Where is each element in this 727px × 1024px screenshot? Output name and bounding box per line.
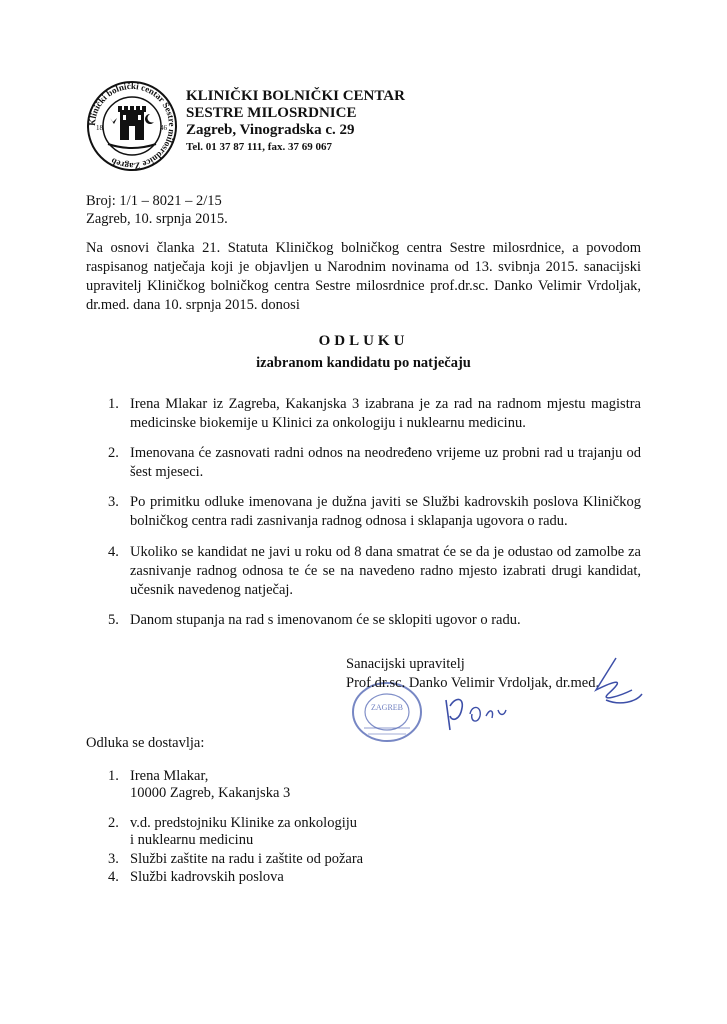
item-text: Danom stupanja na rad s imenovanom će se sklopiti ugovor o radu. [130, 612, 521, 628]
org-name-2: SESTRE MILOSRDNICE [186, 105, 357, 121]
item-number: 3. [108, 494, 119, 510]
recipient-line: Službi kadrovskih poslova [130, 869, 284, 885]
signatory-name: Prof.dr.sc. Danko Velimir Vrdoljak, dr.med. [346, 675, 600, 691]
seal-text: Klinički bolnički centar Sestre milosrdnice Zagreb [86, 80, 178, 172]
item-number: 4. [108, 544, 119, 560]
reference-number: Broj: 1/1 – 8021 – 2/15 [86, 193, 222, 209]
item-number: 2. [108, 815, 119, 831]
recipient-line: Službi zaštite na radu i zaštite od požara [130, 851, 364, 867]
org-address: Zagreb, Vinogradska c. 29 [186, 122, 355, 138]
distribution-heading: Odluka se dostavlja: [86, 735, 205, 751]
recipient-line: i nuklearnu medicinu [130, 832, 254, 848]
item-text [130, 815, 430, 849]
signatory-role: Sanacijski upravitelj [346, 656, 465, 672]
org-name: KLINIČKI BOLNIČKI CENTAR [186, 88, 405, 104]
handwritten-signature [420, 650, 650, 740]
item-text: Po primitku odluke imenovana je dužna javiti se Službi kadrovskih poslova Kliničkog bolničkog centra radi zasnivanja radnog odnosa i sklapanja ugovora o radu. [130, 494, 641, 529]
decision-subtitle: izabranom kandidatu po natječaju [256, 355, 471, 371]
decision-title: ODLUKU [318, 333, 409, 349]
org-contact: Tel. 01 37 87 111, fax. 37 69 067 [186, 141, 332, 153]
stamp-text: ZAGREB [371, 703, 403, 712]
item-number: 1. [108, 396, 119, 412]
item-number: 2. [108, 445, 119, 461]
item-number: 5. [108, 612, 119, 628]
document-reference [86, 192, 228, 228]
item-text [130, 768, 430, 802]
item-number: 3. [108, 851, 119, 867]
place-date: Zagreb, 10. srpnja 2015. [86, 211, 228, 227]
recipient-line: 10000 Zagreb, Kakanjska 3 [130, 785, 291, 801]
seal-year-left: 18 [96, 124, 103, 132]
recipient-line: Irena Mlakar, [130, 768, 209, 784]
hospital-seal-logo [86, 80, 178, 172]
item-text: Ukoliko se kandidat ne javi u roku od 8 dana smatrat će se da je odustao od zamolbe za zasnivanje radnog odnosa te će se na navedeno radno mjesto izabrati drugi kandidat, učesnik navedenog natječaj. [130, 544, 641, 598]
item-number: 1. [108, 768, 119, 784]
intro-paragraph: Na osnovi članka 21. Statuta Kliničkog bolničkog centra Sestre milosrdnice, a povodom raspisanog natječaja koji je objavljen u Narodnim novinama od 13. svibnja 2015. sanacijski upravitelj Kliničkog bolničkog centra Sestre milosrdnice prof.dr.sc. Danko Velimir Vrdoljak, dr.med. dana 10. srpnja 2015. donosi [86, 240, 641, 313]
letterhead [186, 88, 405, 156]
item-number: 4. [108, 869, 119, 885]
recipient-line: v.d. predstojniku Klinike za onkologiju [130, 815, 358, 831]
seal-year-right: 46 [160, 124, 167, 132]
item-text: Imenovana će zasnovati radni odnos na neodređeno vrijeme uz probni rad u trajanju od šest mjeseci. [130, 445, 641, 480]
item-text: Irena Mlakar iz Zagreba, Kakanjska 3 izabrana je za rad na radnom mjestu magistra medicinske biokemije u Klinici za onkologiju i nuklearnu medicinu. [130, 396, 641, 431]
